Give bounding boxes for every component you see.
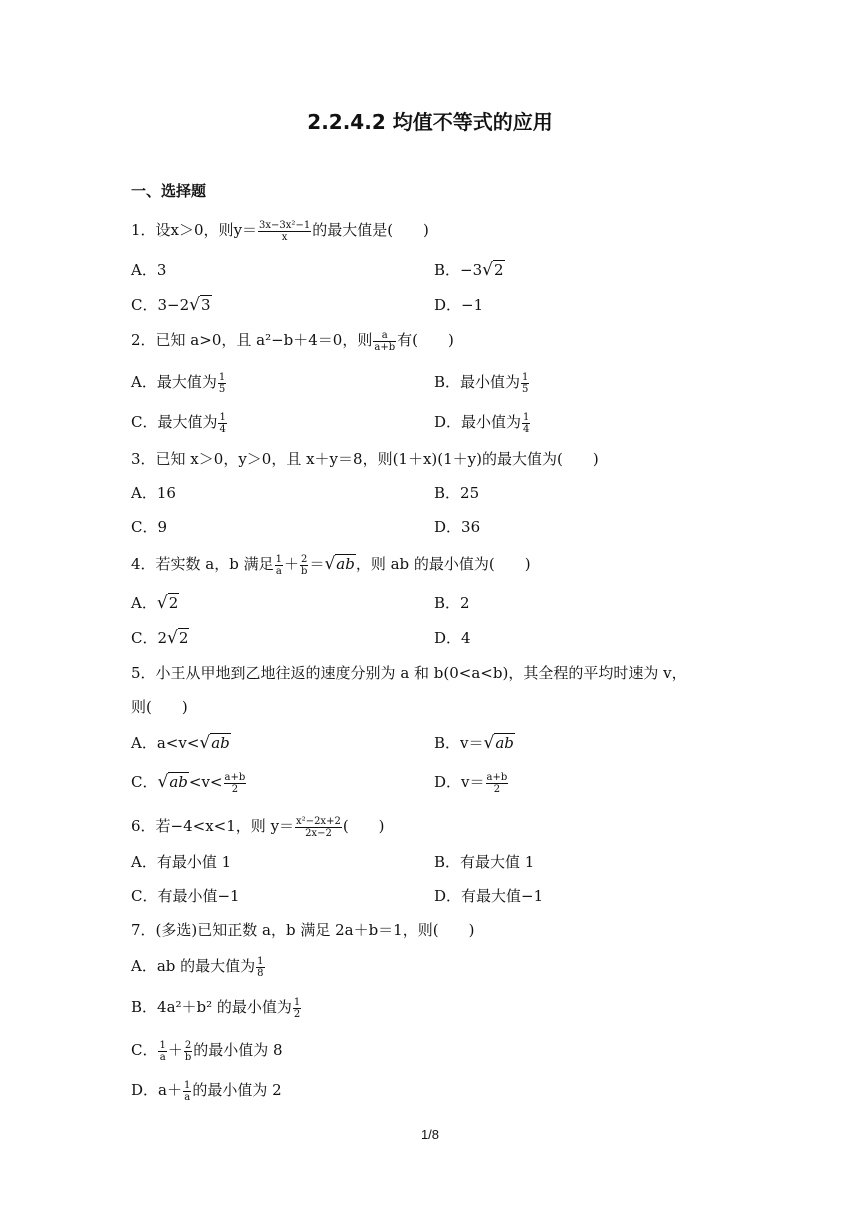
fraction-numerator: 1 bbox=[183, 1079, 191, 1091]
q7-option-b bbox=[131, 996, 302, 1018]
q1-option-c-label: C．3−2 bbox=[131, 296, 190, 314]
q2-option-b-fraction bbox=[521, 372, 529, 395]
q5-option-a bbox=[131, 732, 231, 754]
q2-fraction-denominator: a+b bbox=[374, 341, 396, 353]
q5-option-b-label: B．v＝ bbox=[434, 734, 484, 752]
fraction-denominator: b bbox=[301, 565, 308, 577]
question-6-stem bbox=[131, 815, 385, 837]
q7-option-a-label: A．ab 的最大值为 bbox=[131, 957, 256, 975]
q6-fraction bbox=[295, 816, 342, 839]
q4-option-a-label: A． bbox=[131, 594, 157, 612]
q4-tail: ，则 ab 的最小值为( ) bbox=[355, 555, 531, 573]
fraction-numerator: 2 bbox=[184, 1039, 192, 1051]
q5-option-d-label: D．v＝ bbox=[434, 773, 485, 791]
q2-tail: 有( ) bbox=[397, 331, 454, 349]
q5-radicand: ab bbox=[211, 734, 230, 752]
q2-option-b bbox=[434, 371, 530, 393]
sqrt-symbol: √ab bbox=[483, 733, 514, 753]
q6-option-c: C．有最小值−1 bbox=[131, 887, 240, 905]
q7-option-b-fraction bbox=[293, 997, 301, 1020]
fraction-numerator: 1 bbox=[219, 411, 226, 423]
q1-option-c bbox=[131, 294, 212, 316]
q2-option-c-fraction bbox=[218, 412, 226, 435]
fraction-denominator: 4 bbox=[219, 423, 226, 435]
fraction-denominator: 5 bbox=[218, 383, 226, 395]
fraction-numerator: 1 bbox=[218, 371, 226, 383]
q7-option-a-fraction bbox=[256, 956, 264, 979]
q6-option-b: B．有最大值 1 bbox=[434, 853, 535, 871]
q2-option-c bbox=[131, 411, 228, 433]
q7-option-d-label: D．a＋ bbox=[131, 1081, 182, 1099]
question-1-stem bbox=[131, 219, 429, 241]
q4-option-a bbox=[131, 592, 179, 614]
q3-option-b: B．25 bbox=[434, 484, 480, 502]
fraction-numerator: x²−2x+2 bbox=[296, 815, 341, 827]
fraction-denominator: a bbox=[159, 1051, 166, 1063]
q5-option-c-middle: <v< bbox=[188, 773, 223, 791]
q4-radicand: ab bbox=[336, 555, 355, 573]
q7-option-c-tail: 的最小值为 8 bbox=[193, 1041, 283, 1059]
q4-option-b: B．2 bbox=[434, 594, 470, 612]
fraction-numerator: 1 bbox=[257, 955, 264, 967]
q6-stem-text: 6．若−4<x<1，则 y＝ bbox=[131, 817, 295, 835]
sqrt-symbol: √ab bbox=[324, 554, 355, 574]
q7-option-b-label: B．4a²＋b² 的最小值为 bbox=[131, 998, 292, 1016]
q1-fraction-denominator: x bbox=[281, 231, 288, 243]
q1-fraction bbox=[258, 220, 311, 243]
q2-stem-text: 2．已知 a>0，且 a²−b＋4＝0，则 bbox=[131, 331, 373, 349]
q6-option-d: D．有最大值−1 bbox=[434, 887, 544, 905]
fraction-denominator: 4 bbox=[523, 423, 530, 435]
q4-option-d: D．4 bbox=[434, 629, 471, 647]
fraction-numerator: 2 bbox=[301, 553, 308, 565]
q6-option-a: A．有最小值 1 bbox=[131, 853, 232, 871]
q4-option-c-radicand: 2 bbox=[178, 629, 189, 647]
q2-fraction bbox=[373, 330, 396, 353]
fraction-denominator: 2 bbox=[293, 1008, 301, 1020]
q2-option-c-label: C．最大值为 bbox=[131, 413, 218, 431]
q7-option-a bbox=[131, 955, 266, 977]
fraction-numerator: 1 bbox=[159, 1039, 166, 1051]
q1-number: 1．设 bbox=[131, 221, 171, 239]
q4-fraction-2 bbox=[300, 554, 308, 577]
q5-radicand: ab bbox=[169, 773, 188, 791]
question-5-stem-line1: 5．小王从甲地到乙地往返的速度分别为 a 和 b(0<a<b)，其全程的平均时速为 v， bbox=[131, 664, 687, 682]
q4-option-a-radicand: 2 bbox=[168, 594, 179, 612]
q3-option-c: C．9 bbox=[131, 518, 168, 536]
fraction-denominator: 8 bbox=[257, 967, 264, 979]
fraction-numerator: 1 bbox=[522, 371, 529, 383]
q2-option-d bbox=[434, 411, 531, 433]
q7-option-d-fraction bbox=[183, 1080, 191, 1103]
q7-option-c bbox=[131, 1039, 283, 1061]
sqrt-symbol: √2 bbox=[482, 260, 504, 280]
q4-option-c bbox=[131, 627, 189, 649]
q2-option-d-label: D．最小值为 bbox=[434, 413, 522, 431]
fraction-denominator: a bbox=[184, 1091, 191, 1103]
q1-fraction-numerator: 3x−3x²−1 bbox=[259, 219, 311, 231]
fraction-numerator: 1 bbox=[523, 411, 530, 423]
q1-option-d: D．−1 bbox=[434, 296, 484, 314]
question-3-stem: 3．已知 x＞0，y＞0，且 x＋y＝8，则(1＋x)(1＋y)的最大值为( ) bbox=[131, 450, 599, 468]
fraction-denominator: 2 bbox=[231, 783, 239, 795]
fraction-denominator: 2x−2 bbox=[305, 827, 332, 839]
q5-option-d-fraction bbox=[486, 772, 509, 795]
q2-option-a bbox=[131, 371, 227, 393]
q2-option-a-fraction bbox=[218, 372, 226, 395]
q7-option-d-tail: 的最小值为 2 bbox=[192, 1081, 282, 1099]
q4-option-c-label: C．2 bbox=[131, 629, 168, 647]
q1-option-b-label: B．−3 bbox=[434, 261, 483, 279]
page-title: 2.2.4.2 均值不等式的应用 bbox=[307, 110, 553, 134]
plus-sign: ＋ bbox=[284, 555, 300, 573]
plus-sign: ＋ bbox=[167, 1041, 183, 1059]
fraction-denominator: 2 bbox=[493, 783, 501, 795]
q2-option-b-label: B．最小值为 bbox=[434, 373, 521, 391]
q5-option-c-label: C． bbox=[131, 773, 158, 791]
q5-radicand: ab bbox=[495, 734, 514, 752]
q1-tail: 的最大值是( ) bbox=[312, 221, 429, 239]
q7-option-c-fraction-2 bbox=[184, 1040, 192, 1063]
section-heading: 一、选择题 bbox=[131, 182, 207, 200]
question-7-stem: 7．(多选)已知正数 a，b 满足 2a＋b＝1，则( ) bbox=[131, 921, 475, 939]
q1-option-c-radicand: 3 bbox=[200, 296, 211, 314]
fraction-numerator: 1 bbox=[293, 996, 301, 1008]
sqrt-symbol: √ab bbox=[199, 733, 230, 753]
sqrt-symbol: √2 bbox=[167, 628, 189, 648]
q1-y-equals: y＝ bbox=[233, 221, 258, 239]
q5-option-b bbox=[434, 732, 515, 754]
q2-option-a-label: A．最大值为 bbox=[131, 373, 217, 391]
q1-option-b-radicand: 2 bbox=[493, 261, 504, 279]
q4-stem-text: 4．若实数 a，b 满足 bbox=[131, 555, 274, 573]
q6-tail: ( ) bbox=[342, 817, 385, 835]
page-number: 1/8 bbox=[420, 1127, 440, 1142]
sqrt-symbol: √2 bbox=[156, 593, 179, 613]
fraction-denominator: 5 bbox=[522, 383, 529, 395]
fraction-numerator: 1 bbox=[275, 553, 283, 565]
equals-sign: ＝ bbox=[309, 555, 325, 573]
q3-option-a: A．16 bbox=[131, 484, 176, 502]
fraction-denominator: a bbox=[275, 565, 282, 577]
fraction-numerator: a+b bbox=[224, 771, 246, 783]
question-2-stem bbox=[131, 329, 454, 351]
fraction-numerator: a+b bbox=[486, 771, 508, 783]
fraction-denominator: b bbox=[184, 1051, 192, 1063]
sqrt-symbol: √ab bbox=[157, 772, 188, 792]
q7-option-d bbox=[131, 1079, 282, 1101]
q4-fraction-1 bbox=[275, 554, 283, 577]
q3-option-d: D．36 bbox=[434, 518, 481, 536]
q1-option-b bbox=[434, 259, 505, 281]
q7-option-c-label: C． bbox=[131, 1041, 158, 1059]
sqrt-symbol: √3 bbox=[189, 295, 211, 315]
q1-option-a: A．3 bbox=[131, 261, 167, 279]
q5-option-c bbox=[131, 771, 247, 793]
q5-option-a-label: A．a<v< bbox=[131, 734, 200, 752]
q2-fraction-numerator: a bbox=[373, 330, 396, 342]
q1-condition: x＞0，则 bbox=[170, 221, 234, 239]
q5-option-d bbox=[434, 771, 509, 793]
q7-option-c-fraction-1 bbox=[158, 1040, 166, 1063]
question-5-stem-line2: 则( ) bbox=[131, 698, 188, 716]
q5-option-c-fraction bbox=[224, 772, 247, 795]
q2-option-d-fraction bbox=[522, 412, 530, 435]
question-4-stem bbox=[131, 553, 531, 575]
